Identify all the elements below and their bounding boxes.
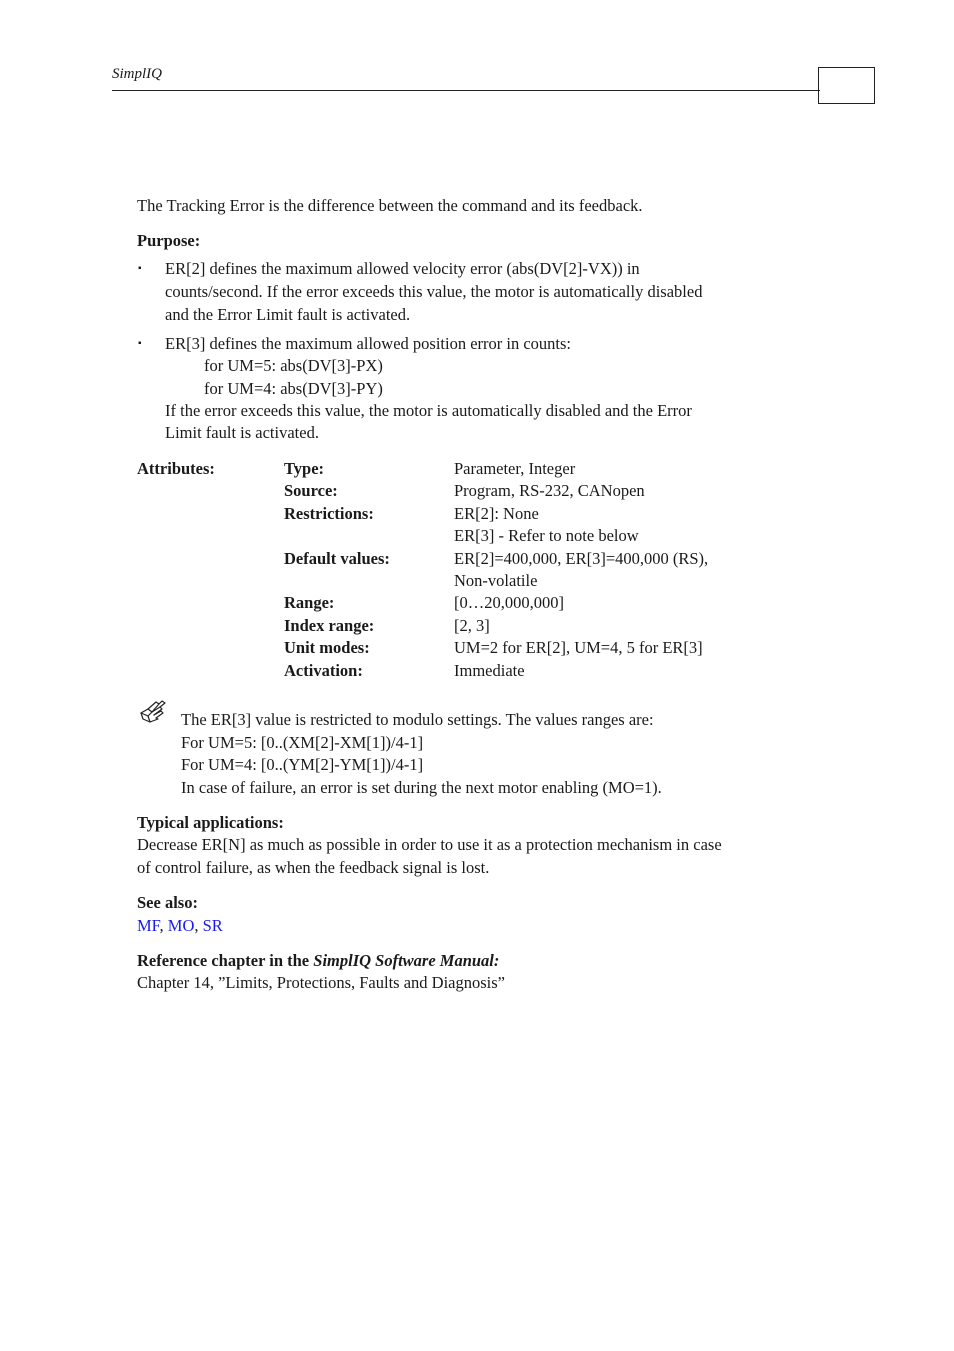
- link-mf[interactable]: MF: [137, 916, 160, 935]
- link-mo[interactable]: MO: [167, 916, 195, 935]
- typical-applications-line-1: Decrease ER[N] as much as possible in order to use it as a protection mechanism in case: [137, 835, 722, 854]
- attr-value-range: [0…20,000,000]: [454, 593, 564, 612]
- note-line-3: For UM=4: [0..(YM[2]-YM[1])/4-1]: [181, 755, 424, 774]
- attr-label-source: Source:: [284, 481, 338, 500]
- attr-value-restrictions-2: ER[3] - Refer to note below: [454, 526, 639, 545]
- attr-value-unit-modes: UM=2 for ER[2], UM=4, 5 for ER[3]: [454, 638, 703, 657]
- see-also-heading: See also:: [137, 893, 198, 912]
- note-line-1: The ER[3] value is restricted to modulo settings. The values ranges are:: [181, 710, 654, 729]
- attr-value-source: Program, RS-232, CANopen: [454, 481, 645, 500]
- attr-value-restrictions-1: ER[2]: None: [454, 504, 539, 523]
- attr-label-index-range: Index range:: [284, 616, 375, 635]
- link-separator: ,: [194, 916, 203, 935]
- attr-value-default-values-1: ER[2]=400,000, ER[3]=400,000 (RS),: [454, 549, 709, 568]
- reference-chapter-text: Chapter 14, ”Limits, Protections, Faults and Diagnosis”: [137, 973, 505, 992]
- running-header-title: SimplIQ: [112, 66, 162, 82]
- typical-applications-heading: Typical applications:: [137, 813, 284, 832]
- attr-label-activation: Activation:: [284, 661, 363, 680]
- note-hand-icon: [138, 699, 168, 727]
- purpose-bullet-2-line: ER[3] defines the maximum allowed position error in counts:: [165, 334, 571, 353]
- intro-text: The Tracking Error is the difference between the command and its feedback.: [137, 196, 643, 215]
- note-line-4: In case of failure, an error is set during the next motor enabling (MO=1).: [181, 778, 662, 797]
- note-line-2: For UM=5: [0..(XM[2]-XM[1])/4-1]: [181, 733, 424, 752]
- reference-manual-title: SimplIQ Software Manual:: [313, 951, 500, 970]
- attr-label-type: Type:: [284, 459, 325, 478]
- purpose-bullet-2-tail-2: Limit fault is activated.: [165, 423, 319, 442]
- purpose-bullet-2-tail-1: If the error exceeds this value, the motor is automatically disabled and the Error: [165, 401, 692, 420]
- bullet-marker: ▪: [138, 338, 142, 349]
- attributes-heading: Attributes:: [137, 459, 215, 478]
- purpose-bullet-1-line-1: ER[2] defines the maximum allowed velocity error (abs(DV[2]-VX)) in: [165, 259, 640, 278]
- see-also-links: [137, 915, 223, 938]
- purpose-bullet-1-line-3: and the Error Limit fault is activated.: [165, 305, 411, 324]
- attr-value-default-values-2: Non-volatile: [454, 571, 538, 590]
- link-sr[interactable]: SR: [202, 916, 223, 935]
- typical-applications-line-2: of control failure, as when the feedback signal is lost.: [137, 858, 490, 877]
- purpose-bullet-1-line-2: counts/second. If the error exceeds this value, the motor is automatically disabled: [165, 282, 703, 301]
- attr-value-activation: Immediate: [454, 661, 525, 680]
- purpose-heading: Purpose:: [137, 231, 201, 250]
- reference-heading-prefix: Reference chapter in the: [137, 951, 314, 970]
- attr-label-unit-modes: Unit modes:: [284, 638, 370, 657]
- attr-value-index-range: [2, 3]: [454, 616, 490, 635]
- header-rule: [112, 90, 820, 91]
- reference-heading: [137, 950, 499, 973]
- attr-label-range: Range:: [284, 593, 335, 612]
- attr-value-type: Parameter, Integer: [454, 459, 576, 478]
- purpose-bullet-2-sub-1: for UM=5: abs(DV[3]-PX): [204, 356, 383, 375]
- bullet-marker: ▪: [138, 263, 142, 274]
- link-separator: ,: [159, 916, 168, 935]
- attr-label-default-values: Default values:: [284, 549, 390, 568]
- purpose-bullet-2-sub-2: for UM=4: abs(DV[3]-PY): [204, 379, 383, 398]
- page-number-box: [818, 67, 875, 104]
- attr-label-restrictions: Restrictions:: [284, 504, 374, 523]
